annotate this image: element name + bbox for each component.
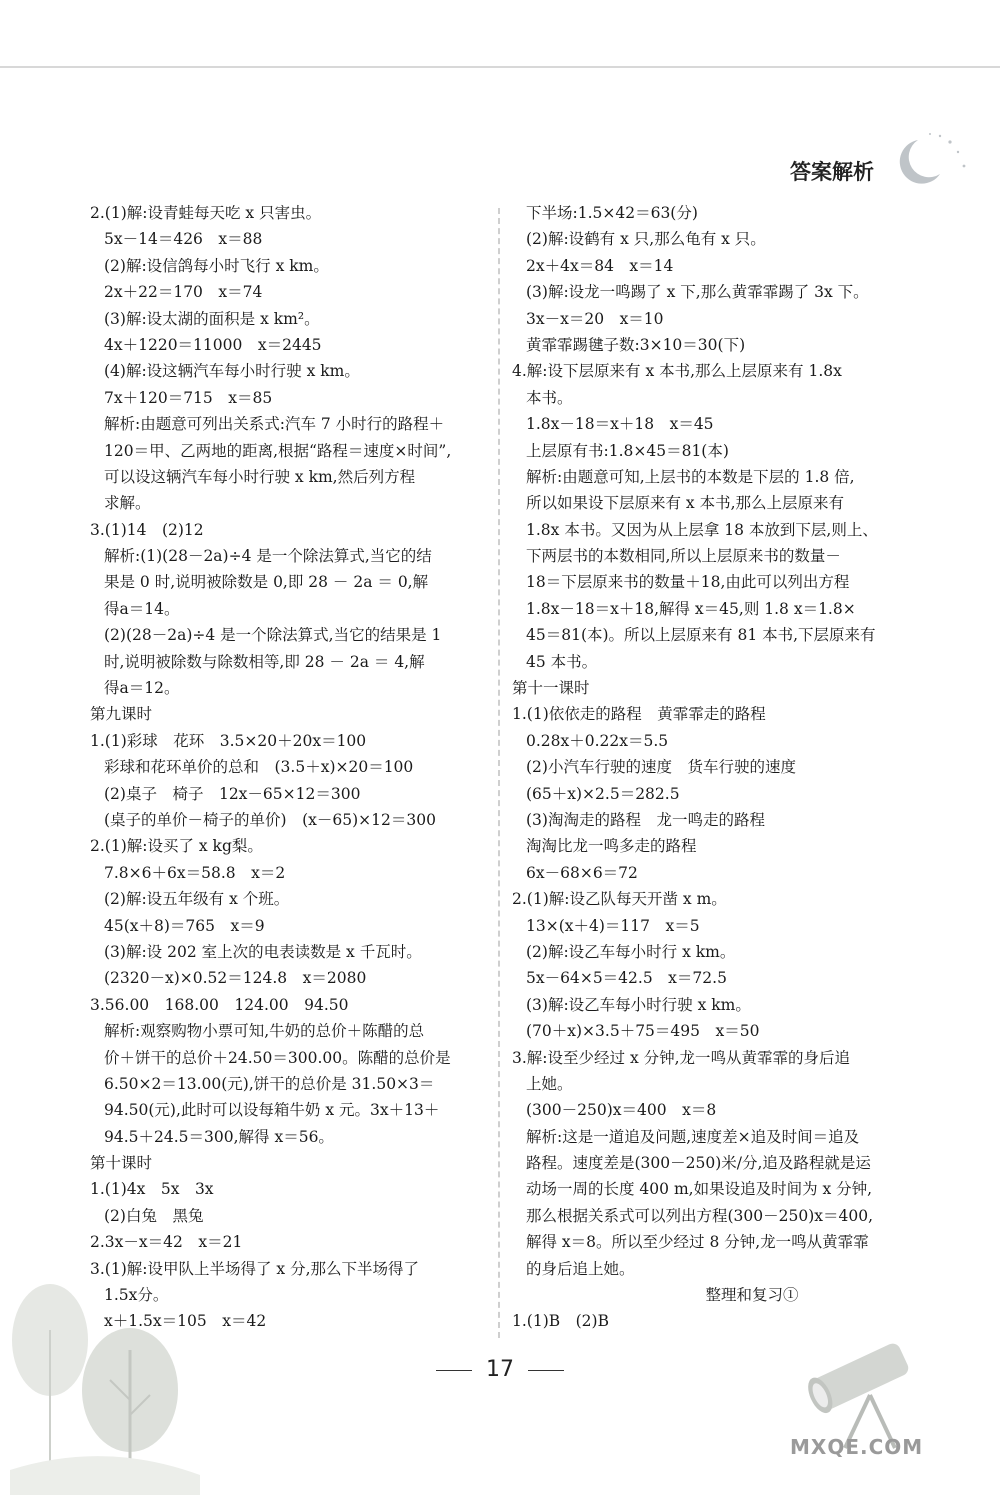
text-line: 解析:由题意可列出关系式:汽车 7 小时行的路程＋ xyxy=(104,415,445,434)
text-line: 1.(1)4x 5x 3x xyxy=(90,1180,214,1199)
text-line: 1.8x 本书。又因为从上层拿 18 本放到下层,则上、 xyxy=(526,520,878,539)
text-line: 淘淘比龙一鸣多走的路程 xyxy=(526,837,697,856)
page-number xyxy=(0,1357,1000,1382)
text-line: 6.50×2＝13.00(元),饼干的总价是 31.50×3＝ xyxy=(104,1074,435,1093)
text-line: 上层原有书:1.8×45＝81(本) xyxy=(526,441,729,460)
telescope-icon xyxy=(800,1320,930,1450)
text-line: 1.8x－18＝x＋18 x＝45 xyxy=(526,415,714,434)
text-line: 所以如果设下层原来有 x 本书,那么上层原来有 xyxy=(526,494,845,513)
text-line: 4x＋1220＝11000 x＝2445 xyxy=(104,335,322,354)
text-line: 1.(1)彩球 花环 3.5×20＋20x＝100 xyxy=(90,731,367,750)
text-line: (2)解:设鹤有 x 只,那么龟有 x 只。 xyxy=(526,230,766,249)
text-line: (3)解:设 202 室上次的电表读数是 x 千瓦时。 xyxy=(104,942,422,961)
text-line: 2.(1)解:设买了 x kg梨。 xyxy=(90,837,263,856)
text-line: 94.50(元),此时可以设每箱牛奶 x 元。3x＋13＋ xyxy=(104,1101,440,1120)
text-line: 时,说明被除数与除数相等,即 28 － 2a ＝ 4,解 xyxy=(104,652,425,671)
text-line: 果是 0 时,说明被除数是 0,即 28 － 2a ＝ 0,解 xyxy=(104,573,429,592)
text-line: 解析:观察购物小票可知,牛奶的总价＋陈醋的总 xyxy=(104,1022,425,1041)
text-line: 可以设这辆汽车每小时行驶 x km,然后列方程 xyxy=(104,467,416,486)
text-line: 2.(1)解:设乙队每天开凿 x m。 xyxy=(512,890,727,909)
text-line: 1.(1)依依走的路程 黄霏霏走的路程 xyxy=(512,705,766,724)
text-line: (2)桌子 椅子 12x－65×12＝300 xyxy=(104,784,361,803)
text-line: 3.56.00 168.00 124.00 94.50 xyxy=(90,995,349,1014)
column-divider xyxy=(498,208,500,1338)
text-line: (2)(28－2a)÷4 是一个除法算式,当它的结果是 1 xyxy=(104,626,442,645)
text-line: 5x－14＝426 x＝88 xyxy=(104,230,263,249)
text-line: 13×(x＋4)＝117 x＝5 xyxy=(526,916,700,935)
text-line: 得a＝14。 xyxy=(104,599,180,618)
text-line: 动场一周的长度 400 m,如果设追及时间为 x 分钟, xyxy=(526,1180,873,1199)
text-line: 45＝81(本)。所以上层原来有 81 本书,下层原来有 xyxy=(526,626,876,645)
text-line: (2)小汽车行驶的速度 货车行驶的速度 xyxy=(526,758,796,777)
text-line: 本书。 xyxy=(526,388,573,407)
text-line: (桌子的单价－椅子的单价) (x－65)×12＝300 xyxy=(104,810,436,829)
text-line: 1.5x分。 xyxy=(104,1286,169,1305)
text-line: 3.(1)解:设甲队上半场得了 x 分,那么下半场得了 xyxy=(90,1259,419,1278)
text-line: 的身后追上她。 xyxy=(526,1259,635,1278)
text-line: 45 本书。 xyxy=(526,652,598,671)
text-line: 3x－x＝20 x＝10 xyxy=(526,309,664,328)
text-line: (3)解:设乙车每小时行驶 x km。 xyxy=(526,995,751,1014)
text-line: (70＋x)×3.5＋75＝495 x＝50 xyxy=(526,1022,760,1041)
text-line: (2)解:设乙车每小时行 x km。 xyxy=(526,942,736,961)
text-line: (300－250)x＝400 x＝8 xyxy=(526,1101,717,1120)
text-line: 1.(1)B (2)B xyxy=(512,1312,609,1331)
text-line: 0.28x＋0.22x＝5.5 xyxy=(526,731,669,750)
top-rule xyxy=(0,66,1000,68)
text-line: (3)解:设太湖的面积是 x km²。 xyxy=(104,309,320,328)
tree-decoration-icon xyxy=(10,1270,200,1495)
text-line: 价＋饼干的总价＋24.50＝300.00。陈醋的总价是 xyxy=(104,1048,451,1067)
text-line: (3)淘淘走的路程 龙一鸣走的路程 xyxy=(526,810,765,829)
text-line: 2x＋4x＝84 x＝14 xyxy=(526,256,674,275)
moon-icon xyxy=(880,130,970,190)
text-line: 求解。 xyxy=(104,494,151,513)
text-line: 解析:由题意可知,上层书的本数是下层的 1.8 倍, xyxy=(526,467,855,486)
text-line: 那么根据关系式可以列出方程(300－250)x＝400, xyxy=(526,1206,874,1225)
text-line: 1.8x－18＝x＋18,解得 x＝45,则 1.8 x＝1.8× xyxy=(526,599,856,618)
text-line: 7x＋120＝715 x＝85 xyxy=(104,388,273,407)
text-line: (2)解:设五年级有 x 个班。 xyxy=(104,890,290,909)
right-column xyxy=(512,200,992,1335)
text-line: 120＝甲、乙两地的距离,根据“路程＝速度×时间”, xyxy=(104,441,452,460)
header-title: 答案解析 xyxy=(790,160,874,184)
text-line: 第十课时 xyxy=(90,1154,153,1173)
text-line: (2)解:设信鸽每小时飞行 x km。 xyxy=(104,256,329,275)
text-line: 2.(1)解:设青蛙每天吃 x 只害虫。 xyxy=(90,204,322,222)
text-line: 得a＝12。 xyxy=(104,679,180,698)
text-line: 彩球和花环单价的总和 (3.5＋x)×20＝100 xyxy=(104,758,414,777)
text-line: 6x－68×6＝72 xyxy=(526,863,638,882)
text-line: 下两层书的本数相同,所以上层原来书的数量－ xyxy=(526,547,841,566)
text-line: (2320－x)×0.52＝124.8 x＝2080 xyxy=(104,969,367,988)
text-line: (3)解:设龙一鸣踢了 x 下,那么黄霏霏踢了 3x 下。 xyxy=(526,283,869,302)
text-line: (2)白兔 黑兔 xyxy=(104,1206,204,1225)
text-line: 2x＋22＝170 x＝74 xyxy=(104,283,263,302)
text-line: (4)解:设这辆汽车每小时行驶 x km。 xyxy=(104,362,360,381)
text-line: 3.解:设至少经过 x 分钟,龙一鸣从黄霏霏的身后追 xyxy=(512,1048,851,1067)
text-line: x＋1.5x＝105 x＝42 xyxy=(104,1312,267,1331)
text-line: 解析:这是一道追及问题,速度差×追及时间＝追及 xyxy=(526,1127,860,1146)
text-line: 下半场:1.5×42＝63(分) xyxy=(526,204,698,222)
text-line: 第十一课时 xyxy=(512,679,590,698)
text-line: 7.8×6＋6x＝58.8 x＝2 xyxy=(104,863,286,882)
watermark: MXQE.COM xyxy=(790,1435,924,1459)
text-line: 45(x＋8)＝765 x＝9 xyxy=(104,916,265,935)
text-line: (65＋x)×2.5＝282.5 xyxy=(526,784,680,803)
text-line: 2.3x－x＝42 x＝21 xyxy=(90,1233,243,1252)
text-line: 路程。速度差是(300－250)米/分,追及路程就是运 xyxy=(526,1154,871,1173)
text-line: 解析:(1)(28－2a)÷4 是一个除法算式,当它的结 xyxy=(104,547,432,566)
text-line: 4.解:设下层原来有 x 本书,那么上层原来有 1.8x xyxy=(512,362,842,381)
text-line: 解得 x＝8。所以至少经过 8 分钟,龙一鸣从黄霏霏 xyxy=(526,1233,869,1252)
text-line: 第九课时 xyxy=(90,705,153,724)
text-line: 黄霏霏踢毽子数:3×10＝30(下) xyxy=(526,335,746,354)
text-line: 18＝下层原来书的数量＋18,由此可以列出方程 xyxy=(526,573,850,592)
text-line: 上她。 xyxy=(526,1074,573,1093)
text-line: 整理和复习① xyxy=(705,1286,799,1305)
text-line: 5x－64×5＝42.5 x＝72.5 xyxy=(526,969,727,988)
text-line: 3.(1)14 (2)12 xyxy=(90,520,204,539)
page-number-text: 17 xyxy=(486,1357,514,1382)
text-line: 94.5＋24.5＝300,解得 x＝56。 xyxy=(104,1127,334,1146)
